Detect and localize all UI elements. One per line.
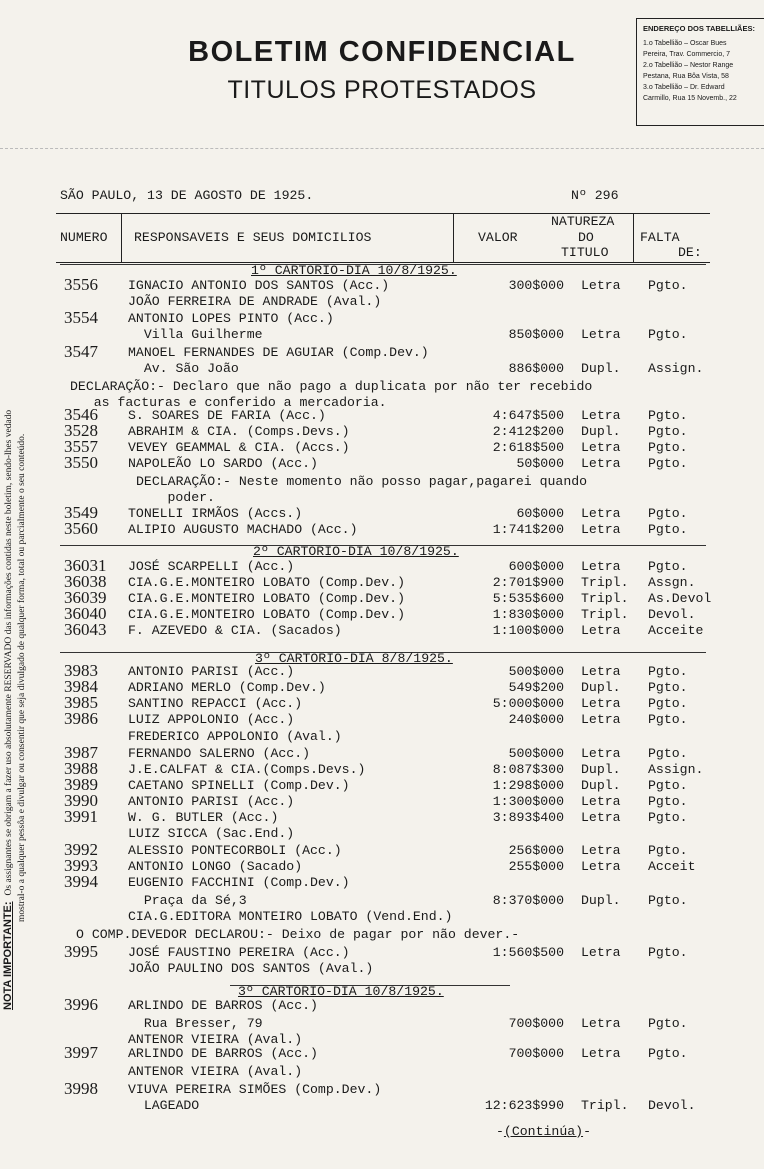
row-falta: Acceite <box>648 623 704 638</box>
row-responsavel: FERNANDO SALERNO (Acc.) <box>128 746 311 761</box>
row-natureza: Letra <box>581 1046 621 1061</box>
row-natureza: Letra <box>581 440 621 455</box>
row-natureza: Letra <box>581 506 621 521</box>
document-number: Nº 296 <box>571 188 619 203</box>
tabelliaes-line: Pereira, Trav. Commercio, 7 <box>643 51 731 58</box>
row-responsavel: FREDERICO APPOLONIO (Aval.) <box>128 729 342 744</box>
section-title: 3º CARTORIO-DIA 10/8/1925. <box>238 984 444 999</box>
row-responsavel: ALIPIO AUGUSTO MACHADO (Acc.) <box>128 522 358 537</box>
row-natureza: Letra <box>581 945 621 960</box>
row-valor: 500$000 <box>508 746 564 761</box>
row-valor: 240$000 <box>508 712 564 727</box>
row-responsavel: ALESSIO PONTECORBOLI (Acc.) <box>128 843 342 858</box>
row-valor: 1:830$000 <box>492 607 564 622</box>
row-number: 3988 <box>64 759 98 778</box>
col-header-valor: VALOR <box>478 230 518 245</box>
row-valor: 850$000 <box>508 327 564 342</box>
row-falta: As.Devol <box>648 591 712 606</box>
row-responsavel: ANTONIO PARISI (Acc.) <box>128 794 295 809</box>
row-number: 36031 <box>64 556 107 575</box>
row-responsavel: ARLINDO DE BARROS (Acc.) <box>128 998 318 1013</box>
row-valor: 500$000 <box>508 664 564 679</box>
column-divider <box>453 214 454 262</box>
row-responsavel: ADRIANO MERLO (Comp.Dev.) <box>128 680 326 695</box>
row-number: 3556 <box>64 275 98 294</box>
section-title: 1º CARTORIO-DIA 10/8/1925. <box>251 263 457 278</box>
row-responsavel: ARLINDO DE BARROS (Acc.) <box>128 1046 318 1061</box>
row-falta: Devol. <box>648 607 696 622</box>
row-number: 3985 <box>64 693 98 712</box>
row-valor: 5:535$600 <box>492 591 564 606</box>
row-natureza: Letra <box>581 843 621 858</box>
row-responsavel: EUGENIO FACCHINI (Comp.Dev.) <box>128 875 350 890</box>
row-responsavel: CIA.G.E.MONTEIRO LOBATO (Comp.Dev.) <box>128 575 405 590</box>
row-falta: Pgto. <box>648 664 688 679</box>
row-falta: Pgto. <box>648 746 688 761</box>
bulletin-subtitle: TITULOS PROTESTADOS <box>227 76 537 104</box>
declaration-note-line: DECLARAÇÃO:- Declaro que não pago a duplicata por não ter recebido <box>70 379 593 394</box>
row-natureza: Dupl. <box>581 893 621 908</box>
row-falta: Pgto. <box>648 327 688 342</box>
row-falta: Pgto. <box>648 408 688 423</box>
row-number: 3997 <box>64 1043 98 1062</box>
tabelliaes-line: 3.o Tabellião – Dr. Edward <box>643 84 725 91</box>
row-falta: Pgto. <box>648 794 688 809</box>
row-falta: Pgto. <box>648 696 688 711</box>
row-number: 3992 <box>64 840 98 859</box>
row-falta: Assgn. <box>648 575 696 590</box>
row-natureza: Letra <box>581 810 621 825</box>
row-number: 3528 <box>64 421 98 440</box>
row-number: 36038 <box>64 572 107 591</box>
row-responsavel: W. G. BUTLER (Acc.) <box>128 810 279 825</box>
row-falta: Pgto. <box>648 278 688 293</box>
col-header-de: DE: <box>678 245 702 260</box>
row-valor: 700$000 <box>508 1046 564 1061</box>
row-natureza: Tripl. <box>581 575 629 590</box>
row-valor: 60$000 <box>516 506 564 521</box>
continua-text: (Continúa) <box>503 1124 584 1139</box>
row-natureza: Tripl. <box>581 1098 629 1113</box>
row-valor: 1:741$200 <box>492 522 564 537</box>
row-responsavel: JOSÉ FAUSTINO PEREIRA (Acc.) <box>128 945 350 960</box>
row-responsavel: J.E.CALFAT & CIA.(Comps.Devs.) <box>128 762 366 777</box>
section-title: 2º CARTORIO-DIA 10/8/1925. <box>253 544 459 559</box>
row-natureza: Letra <box>581 522 621 537</box>
tabelliaes-box <box>636 18 764 126</box>
row-number: 36039 <box>64 588 107 607</box>
row-responsavel: LAGEADO <box>128 1098 200 1113</box>
row-falta: Pgto. <box>648 522 688 537</box>
row-valor: 300$000 <box>508 278 564 293</box>
row-number: 3986 <box>64 709 98 728</box>
row-valor: 50$000 <box>516 456 564 471</box>
document-date: SÃO PAULO, 13 DE AGOSTO DE 1925. <box>60 188 314 203</box>
row-falta: Pgto. <box>648 424 688 439</box>
declaration-note-line: poder. <box>120 490 215 505</box>
row-valor: 700$000 <box>508 1016 564 1031</box>
row-responsavel: SANTINO REPACCI (Acc.) <box>128 696 303 711</box>
row-valor: 255$000 <box>508 859 564 874</box>
row-responsavel: LUIZ SICCA (Sac.End.) <box>128 826 295 841</box>
row-responsavel: Rua Bresser, 79 <box>128 1016 263 1031</box>
row-valor: 8:370$000 <box>492 893 564 908</box>
row-number: 3557 <box>64 437 98 456</box>
row-falta: Pgto. <box>648 810 688 825</box>
row-number: 3991 <box>64 807 98 826</box>
side-note-label: NOTA IMPORTANTE: <box>2 901 14 1010</box>
row-number: 36043 <box>64 620 107 639</box>
row-responsavel: ANTENOR VIEIRA (Aval.) <box>128 1032 303 1047</box>
row-falta: Pgto. <box>648 506 688 521</box>
row-valor: 12:623$990 <box>484 1098 564 1113</box>
row-number: 3549 <box>64 503 98 522</box>
row-falta: Assign. <box>648 361 704 376</box>
row-natureza: Letra <box>581 664 621 679</box>
row-number: 3546 <box>64 405 98 424</box>
col-header-titulo: TITULO <box>561 245 609 260</box>
row-falta: Pgto. <box>648 778 688 793</box>
row-number: 3554 <box>64 308 98 327</box>
row-valor: 8:087$300 <box>492 762 564 777</box>
row-natureza: Dupl. <box>581 762 621 777</box>
row-responsavel: VIUVA PEREIRA SIMÕES (Comp.Dev.) <box>128 1082 382 1097</box>
row-number: 3994 <box>64 872 98 891</box>
row-falta: Devol. <box>648 1098 696 1113</box>
row-number: 3998 <box>64 1079 98 1098</box>
row-falta: Pgto. <box>648 893 688 908</box>
section-title: 3º CARTORIO-DIA 8/8/1925. <box>255 651 453 666</box>
row-number: 3984 <box>64 677 98 696</box>
declaration-note-line: O COMP.DEVEDOR DECLAROU:- Deixo de pagar por não dever.- <box>76 927 520 942</box>
tabelliaes-line: Carmillo, Rua 15 Novemb., 22 <box>643 95 737 102</box>
row-natureza: Letra <box>581 408 621 423</box>
row-valor: 549$200 <box>508 680 564 695</box>
row-natureza: Dupl. <box>581 680 621 695</box>
row-number: 3550 <box>64 453 98 472</box>
row-number: 3990 <box>64 791 98 810</box>
row-valor: 256$000 <box>508 843 564 858</box>
row-responsavel: CIA.G.E.MONTEIRO LOBATO (Comp.Dev.) <box>128 607 405 622</box>
row-falta: Acceit <box>648 859 696 874</box>
row-valor: 2:618$500 <box>492 440 564 455</box>
row-responsavel: JOÃO PAULINO DOS SANTOS (Aval.) <box>128 961 374 976</box>
row-natureza: Dupl. <box>581 778 621 793</box>
row-natureza: Letra <box>581 1016 621 1031</box>
declaration-note-line: as facturas e conferido a mercadoria. <box>70 395 387 410</box>
bulletin-title: BOLETIM CONFIDENCIAL <box>188 36 576 68</box>
row-responsavel: MANOEL FERNANDES DE AGUIAR (Comp.Dev.) <box>128 345 429 360</box>
side-note-line2: mostral-o a qualquer pessôa e divulgar ou consentir que seja divulgado de qualquer forma, total ou parcialmente o seu conteúdo. <box>17 433 27 922</box>
row-responsavel: TONELLI IRMÃOS (Accs.) <box>128 506 303 521</box>
row-responsavel: JOÃO FERREIRA DE ANDRADE (Aval.) <box>128 294 382 309</box>
row-number: 3993 <box>64 856 98 875</box>
row-responsavel: Villa Guilherme <box>128 327 263 342</box>
row-valor: 886$000 <box>508 361 564 376</box>
row-natureza: Letra <box>581 559 621 574</box>
side-note-line1: Os assignantes se obrigam a fazer uso absolutamente RESERVADO das informações contidas neste boletim, sendo-lhes vedado <box>4 409 14 896</box>
row-natureza: Letra <box>581 456 621 471</box>
col-header-do: DO <box>578 230 594 245</box>
row-natureza: Letra <box>581 794 621 809</box>
row-responsavel: CAETANO SPINELLI (Comp.Dev.) <box>128 778 350 793</box>
col-header-falta: FALTA <box>640 230 680 245</box>
row-valor: 600$000 <box>508 559 564 574</box>
row-responsavel: CIA.G.EDITORA MONTEIRO LOBATO (Vend.End.) <box>128 909 453 924</box>
row-natureza: Dupl. <box>581 424 621 439</box>
row-falta: Pgto. <box>648 945 688 960</box>
row-falta: Pgto. <box>648 1016 688 1031</box>
row-number: 3547 <box>64 342 98 361</box>
col-header-natureza: NATUREZA <box>551 214 615 229</box>
tabelliaes-line: 1.o Tabellião – Oscar Bues <box>643 40 727 47</box>
row-valor: 1:298$000 <box>492 778 564 793</box>
row-responsavel: LUIZ APPOLONIO (Acc.) <box>128 712 295 727</box>
row-valor: 1:560$500 <box>492 945 564 960</box>
row-valor: 3:893$400 <box>492 810 564 825</box>
column-divider <box>121 214 122 262</box>
row-valor: 1:300$000 <box>492 794 564 809</box>
col-header-numero: NUMERO <box>60 230 108 245</box>
row-falta: Pgto. <box>648 1046 688 1061</box>
table-header <box>56 213 710 263</box>
row-falta: Pgto. <box>648 680 688 695</box>
tabelliaes-title: ENDEREÇO DOS TABELLIÃES: <box>643 24 755 33</box>
row-responsavel: F. AZEVEDO & CIA. (Sacados) <box>128 623 342 638</box>
header-divider <box>0 148 764 149</box>
column-divider <box>633 214 634 262</box>
row-number: 3560 <box>64 519 98 538</box>
row-responsavel: NAPOLEÃO LO SARDO (Acc.) <box>128 456 318 471</box>
row-responsavel: ANTENOR VIEIRA (Aval.) <box>128 1064 303 1079</box>
row-natureza: Tripl. <box>581 607 629 622</box>
row-valor: 2:701$900 <box>492 575 564 590</box>
row-responsavel: IGNACIO ANTONIO DOS SANTOS (Acc.) <box>128 278 390 293</box>
row-responsavel: CIA.G.E.MONTEIRO LOBATO (Comp.Dev.) <box>128 591 405 606</box>
row-valor: 1:100$000 <box>492 623 564 638</box>
row-number: 3989 <box>64 775 98 794</box>
row-responsavel: ANTONIO LOPES PINTO (Acc.) <box>128 311 334 326</box>
row-number: 3995 <box>64 942 98 961</box>
row-falta: Pgto. <box>648 843 688 858</box>
row-natureza: Letra <box>581 696 621 711</box>
tabelliaes-line: 2.o Tabellião – Nestor Range <box>643 62 734 69</box>
row-valor: 4:647$500 <box>492 408 564 423</box>
row-responsavel: VEVEY GEAMMAL & CIA. (Accs.) <box>128 440 350 455</box>
side-note <box>2 10 30 1010</box>
row-falta: Pgto. <box>648 712 688 727</box>
row-responsavel: ABRAHIM & CIA. (Comps.Devs.) <box>128 424 350 439</box>
row-number: 3996 <box>64 995 98 1014</box>
row-valor: 5:000$000 <box>492 696 564 711</box>
row-valor: 2:412$200 <box>492 424 564 439</box>
row-natureza: Letra <box>581 278 621 293</box>
row-natureza: Letra <box>581 327 621 342</box>
row-responsavel: ANTONIO LONGO (Sacado) <box>128 859 303 874</box>
row-falta: Pgto. <box>648 440 688 455</box>
declaration-note-line: DECLARAÇÃO:- Neste momento não posso pagar,pagarei quando <box>136 474 588 489</box>
row-number: 36040 <box>64 604 107 623</box>
row-natureza: Letra <box>581 859 621 874</box>
row-responsavel: Av. São João <box>128 361 239 376</box>
row-falta: Assign. <box>648 762 704 777</box>
row-natureza: Tripl. <box>581 591 629 606</box>
row-responsavel: Praça da Sé,3 <box>128 893 247 908</box>
tabelliaes-line: Pestana, Rua Bôa Vista, 58 <box>643 73 729 80</box>
row-number: 3987 <box>64 743 98 762</box>
row-number: 3983 <box>64 661 98 680</box>
continua-label: -(Continúa)- <box>496 1124 591 1139</box>
row-natureza: Letra <box>581 746 621 761</box>
row-responsavel: S. SOARES DE FARIA (Acc.) <box>128 408 326 423</box>
row-natureza: Dupl. <box>581 361 621 376</box>
row-natureza: Letra <box>581 712 621 727</box>
row-falta: Pgto. <box>648 456 688 471</box>
row-responsavel: JOSÉ SCARPELLI (Acc.) <box>128 559 295 574</box>
row-falta: Pgto. <box>648 559 688 574</box>
col-header-responsaveis: RESPONSAVEIS E SEUS DOMICILIOS <box>134 230 372 245</box>
row-natureza: Letra <box>581 623 621 638</box>
row-responsavel: ANTONIO PARISI (Acc.) <box>128 664 295 679</box>
